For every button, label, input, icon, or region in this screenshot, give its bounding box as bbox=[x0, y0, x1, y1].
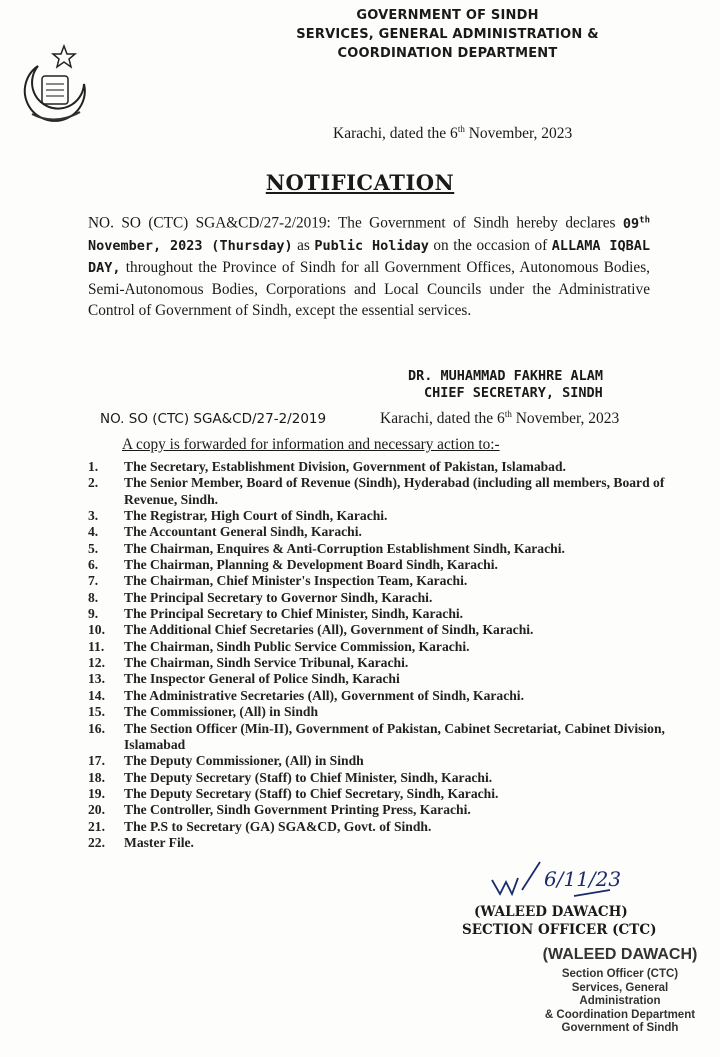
recipient-number: 3. bbox=[88, 508, 99, 524]
recipient-number: 1. bbox=[88, 459, 99, 474]
recipient-text: The Chairman, Chief Minister's Inspection Team, Karachi. bbox=[124, 573, 468, 589]
body-text: NO. SO (CTC) SGA&CD/27-2/2019: The Government of Sindh hereby declares bbox=[88, 214, 623, 232]
recipient-item bbox=[88, 541, 698, 557]
body-text: on the occasion of bbox=[428, 236, 552, 254]
recipient-item bbox=[88, 508, 698, 524]
copy-date bbox=[380, 409, 619, 428]
recipient-number: 8. bbox=[88, 589, 99, 605]
recipient-item bbox=[88, 770, 698, 786]
recipient-item bbox=[88, 573, 698, 589]
date-sup: th bbox=[457, 124, 465, 134]
holiday-label: Public Holiday bbox=[314, 237, 429, 254]
recipient-text: The Principal Secretary to Chief Minister, Sindh, Karachi. bbox=[124, 606, 464, 622]
recipient-number: 21. bbox=[88, 818, 105, 834]
recipient-text: Master File. bbox=[124, 834, 194, 850]
recipient-item bbox=[88, 557, 698, 573]
body-text: throughout the Province of Sindh for all Government Offices, Autonomous Bodies, Semi-Autonomous Bodies, Corporations and Local Councils under the Administrative Control of Government of Sindh, except the essential services. bbox=[88, 258, 650, 319]
recipient-item bbox=[88, 819, 698, 835]
reference-number: NO. SO (CTC) SGA&CD/27-2/2019 bbox=[100, 411, 327, 427]
recipient-item bbox=[88, 753, 698, 769]
header-government: GOVERNMENT OF SINDH bbox=[356, 8, 539, 23]
recipient-item bbox=[88, 459, 698, 475]
recipient-item bbox=[88, 639, 698, 655]
recipient-item bbox=[88, 671, 698, 687]
signatory-name: DR. MUHAMMAD FAKHRE ALAM bbox=[408, 368, 604, 384]
recipient-text: The Deputy Commissioner, (All) in Sindh bbox=[124, 753, 364, 769]
recipient-number: 19. bbox=[88, 785, 105, 801]
recipient-item bbox=[88, 622, 698, 638]
recipient-item bbox=[88, 835, 698, 851]
recipient-item bbox=[88, 606, 698, 622]
recipient-number: 9. bbox=[88, 606, 99, 622]
recipient-text: The P.S to Secretary (GA) SGA&CD, Govt. of Sindh. bbox=[124, 818, 432, 834]
recipient-text: The Inspector General of Police Sindh, Karachi bbox=[124, 671, 400, 687]
recipient-number: 20. bbox=[88, 802, 105, 818]
recipient-list bbox=[88, 459, 698, 851]
recipient-number: 10. bbox=[88, 622, 105, 638]
recipient-number: 18. bbox=[88, 769, 105, 785]
recipient-text: The Deputy Secretary (Staff) to Chief Secretary, Sindh, Karachi. bbox=[124, 785, 499, 801]
recipient-number: 5. bbox=[88, 540, 99, 556]
recipient-text: The Commissioner, (All) in Sindh bbox=[124, 704, 319, 720]
date-text: Karachi, dated the 6 bbox=[380, 410, 505, 428]
recipient-item bbox=[88, 590, 698, 606]
date-sup: th bbox=[504, 409, 512, 419]
recipient-text: The Registrar, High Court of Sindh, Karachi. bbox=[124, 508, 388, 524]
recipient-number: 7. bbox=[88, 573, 99, 589]
header-department: SERVICES, GENERAL ADMINISTRATION & bbox=[296, 27, 599, 42]
recipient-text: The Chairman, Planning & Development Board Sindh, Karachi. bbox=[124, 557, 498, 573]
recipient-item bbox=[88, 475, 698, 508]
section-officer-designation: SECTION OFFICER (CTC) bbox=[462, 922, 657, 938]
stamp-line: Services, General Administration bbox=[571, 981, 669, 1007]
recipient-text: The Controller, Sindh Government Printing Press, Karachi. bbox=[124, 802, 471, 818]
recipient-number: 2. bbox=[88, 475, 99, 491]
header-department-2: COORDINATION DEPARTMENT bbox=[337, 46, 558, 61]
recipient-number: 22. bbox=[88, 834, 105, 850]
recipient-text: The Secretary, Establishment Division, Government of Pakistan, Islamabad. bbox=[124, 459, 566, 474]
occasion: ALLAMA IQBAL DAY, bbox=[88, 237, 650, 276]
stamp-line: Section Officer (CTC) bbox=[561, 968, 679, 980]
recipient-item bbox=[88, 524, 698, 540]
signatory-designation: CHIEF SECRETARY, SINDH bbox=[424, 385, 603, 401]
holiday-day-sup: th bbox=[639, 215, 650, 225]
signature-date: 6/11/23 bbox=[544, 867, 622, 891]
recipient-number: 14. bbox=[88, 687, 105, 703]
date-text: November, 2023 bbox=[511, 410, 620, 428]
recipient-text: The Chairman, Enquires & Anti-Corruption Establishment Sindh, Karachi. bbox=[124, 540, 565, 556]
holiday-date-text: November, 2023 (Thursday) bbox=[88, 237, 293, 254]
recipient-item bbox=[88, 655, 698, 671]
recipient-text: The Accountant General Sindh, Karachi. bbox=[124, 524, 362, 540]
recipient-number: 13. bbox=[88, 671, 105, 687]
recipient-text: The Administrative Secretaries (All), Government of Sindh, Karachi. bbox=[124, 687, 524, 703]
stamp-line: & Coordination Department bbox=[544, 1008, 696, 1021]
recipient-text: The Deputy Secretary (Staff) to Chief Minister, Sindh, Karachi. bbox=[124, 769, 493, 785]
recipient-item bbox=[88, 704, 698, 720]
copy-heading: A copy is forwarded for information and necessary action to:- bbox=[122, 436, 500, 453]
recipient-text: The Additional Chief Secretaries (All), Government of Sindh, Karachi. bbox=[124, 622, 534, 638]
date-text: Karachi, dated the 6 bbox=[333, 125, 458, 143]
handwritten-signature bbox=[470, 860, 630, 900]
recipient-number: 15. bbox=[88, 704, 105, 720]
recipient-text: The Principal Secretary to Governor Sindh, Karachi. bbox=[124, 589, 433, 605]
page-title: NOTIFICATION bbox=[265, 170, 455, 195]
recipient-text: The Chairman, Sindh Public Service Commission, Karachi. bbox=[124, 638, 470, 654]
recipient-number: 16. bbox=[88, 720, 105, 736]
body-text: as bbox=[292, 236, 315, 254]
recipient-text: The Chairman, Sindh Service Tribunal, Karachi. bbox=[124, 655, 409, 671]
section-officer-name: (WALEED DAWACH) bbox=[474, 904, 628, 920]
recipient-number: 6. bbox=[88, 557, 99, 573]
recipient-item bbox=[88, 688, 698, 704]
stamp-line: Government of Sindh bbox=[561, 1022, 679, 1034]
recipient-number: 4. bbox=[88, 524, 99, 540]
holiday-day: 09 bbox=[622, 215, 640, 232]
date-text: November, 2023 bbox=[464, 125, 573, 143]
recipient-text: The Section Officer (Min-II), Government of Pakistan, Cabinet Secretariat, Cabinet Division, Islamabad bbox=[124, 720, 665, 752]
recipient-number: 12. bbox=[88, 655, 105, 671]
recipient-item bbox=[88, 786, 698, 802]
stamp-name: (WALEED DAWACH) bbox=[542, 946, 698, 963]
recipient-number: 11. bbox=[88, 638, 105, 654]
issue-date bbox=[333, 124, 572, 143]
signatory-block bbox=[380, 368, 680, 402]
notification-body bbox=[88, 210, 650, 321]
recipient-text: The Senior Member, Board of Revenue (Sindh), Hyderabad (including all members, Board of Revenue, Sindh. bbox=[124, 475, 665, 507]
official-stamp bbox=[530, 946, 710, 1036]
recipient-number: 17. bbox=[88, 753, 105, 769]
section-officer-block bbox=[462, 903, 656, 939]
government-of-sindh-emblem bbox=[18, 44, 92, 126]
recipient-item bbox=[88, 721, 698, 754]
recipient-item bbox=[88, 802, 698, 818]
